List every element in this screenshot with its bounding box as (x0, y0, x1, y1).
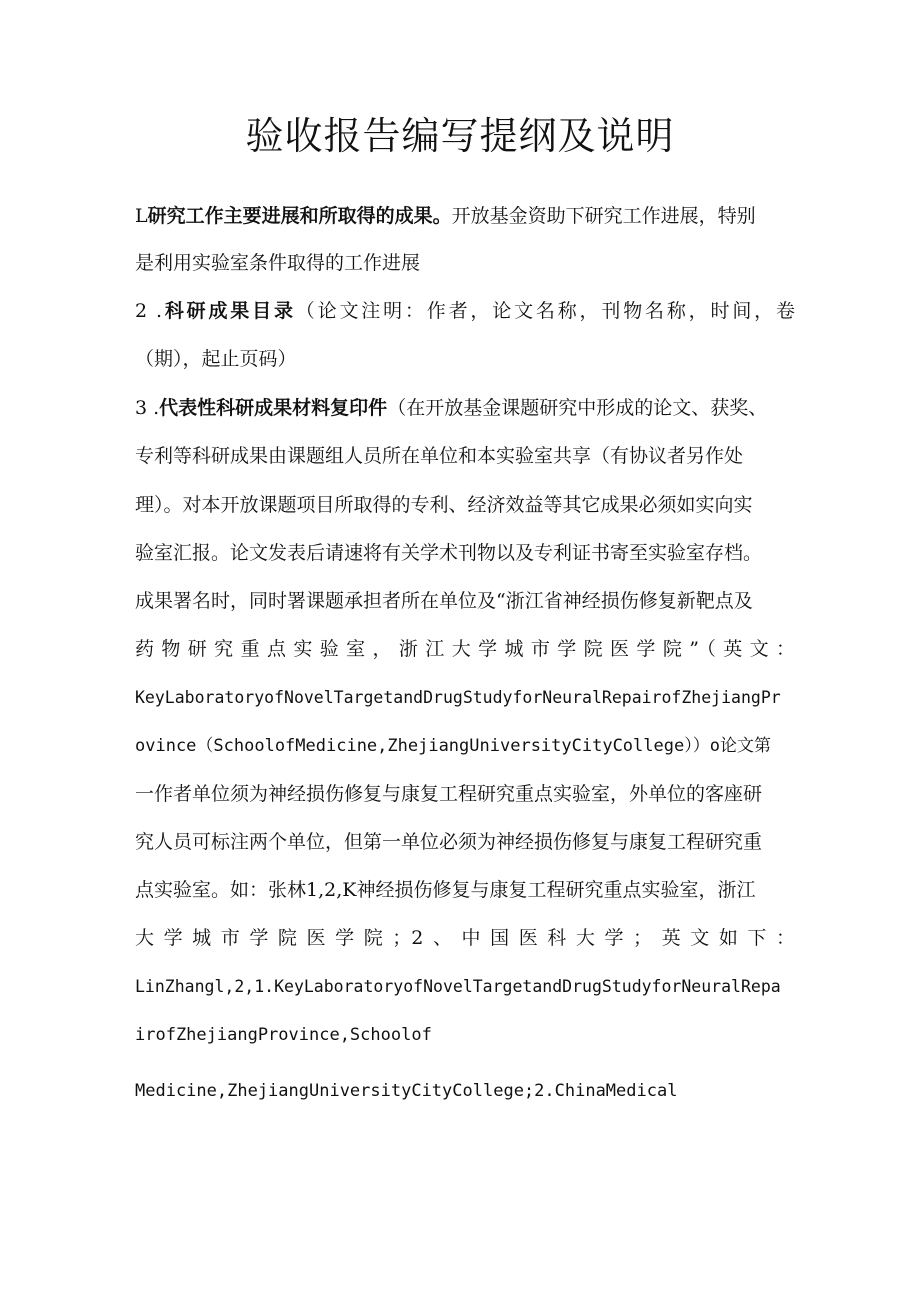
item-3-number: 3 . (135, 397, 160, 419)
text-line: 究人员可标注两个单位，但第一单位必须为神经损伤修复与康复工程研究重 (135, 831, 763, 853)
text-line: 大学城市学院医学院；2、中国医科大学；英文如下： (135, 927, 795, 949)
text-line-english: ovince（SchoolofMedicine,ZhejiangUniversityCityCollege））o论文第 (135, 736, 771, 756)
text-line: 药物研究重点实验室，浙江大学城市学院医学院”（英文： (135, 638, 795, 660)
item-1-heading: 研究工作主要进展和所取得的成果。 (147, 205, 452, 227)
text-line: 是利用实验室条件取得的工作进展 (135, 252, 421, 274)
item-2-text: （论文注明：作者，论文名称，刊物名称，时间，卷 (295, 300, 795, 322)
item-2-heading: 科研成果目录 (162, 300, 296, 322)
text-line-english: Medicine,ZhejiangUniversityCityCollege;2.ChinaMedical (135, 1081, 678, 1101)
text-line: 点实验室。如：张林1,2,K神经损伤修复与康复工程研究重点实验室，浙江 (135, 879, 756, 901)
text-line-english: irofZhejiangProvince,Schoolof (135, 1025, 432, 1045)
item-2-number: 2 . (135, 300, 162, 322)
text-line-english: LinZhangl,2,1.KeyLaboratoryofNovelTargetandDrugStudyforNeuralRepa (135, 977, 781, 996)
item-3-text: （在开放基金课题研究中形成的论文、获奖、 (387, 397, 768, 419)
text-line: 专利等科研成果由课题组人员所在单位和本实验室共享（有协议者另作处 (135, 445, 744, 467)
item-3-heading: 代表性科研成果材料复印件 (159, 397, 388, 419)
item-1-number: L (135, 205, 148, 227)
text-line-english: KeyLaboratoryofNovelTargetandDrugStudyforNeuralRepairofZhejiangPr (135, 688, 781, 707)
text-line: 验室汇报。论文发表后请速将有关学术刊物以及专利证书寄至实验室存档。 (135, 542, 763, 564)
item-1-text: 开放基金资助下研究工作进展，特别 (451, 205, 756, 227)
text-line: （期），起止页码） (135, 348, 297, 370)
text-line: 一作者单位须为神经损伤修复与康复工程研究重点实验室，外单位的客座研 (135, 783, 763, 805)
text-line: 理）。对本开放课题项目所取得的专利、经济效益等其它成果必须如实向实 (135, 494, 753, 516)
item-3-line (135, 391, 795, 425)
item-2-line (135, 294, 795, 328)
item-1-line (135, 199, 795, 233)
text-line: 成果署名时，同时署课题承担者所在单位及“浙江省神经损伤修复新靶点及 (135, 590, 753, 612)
document-title: 验收报告编写提纲及说明 (245, 114, 675, 158)
